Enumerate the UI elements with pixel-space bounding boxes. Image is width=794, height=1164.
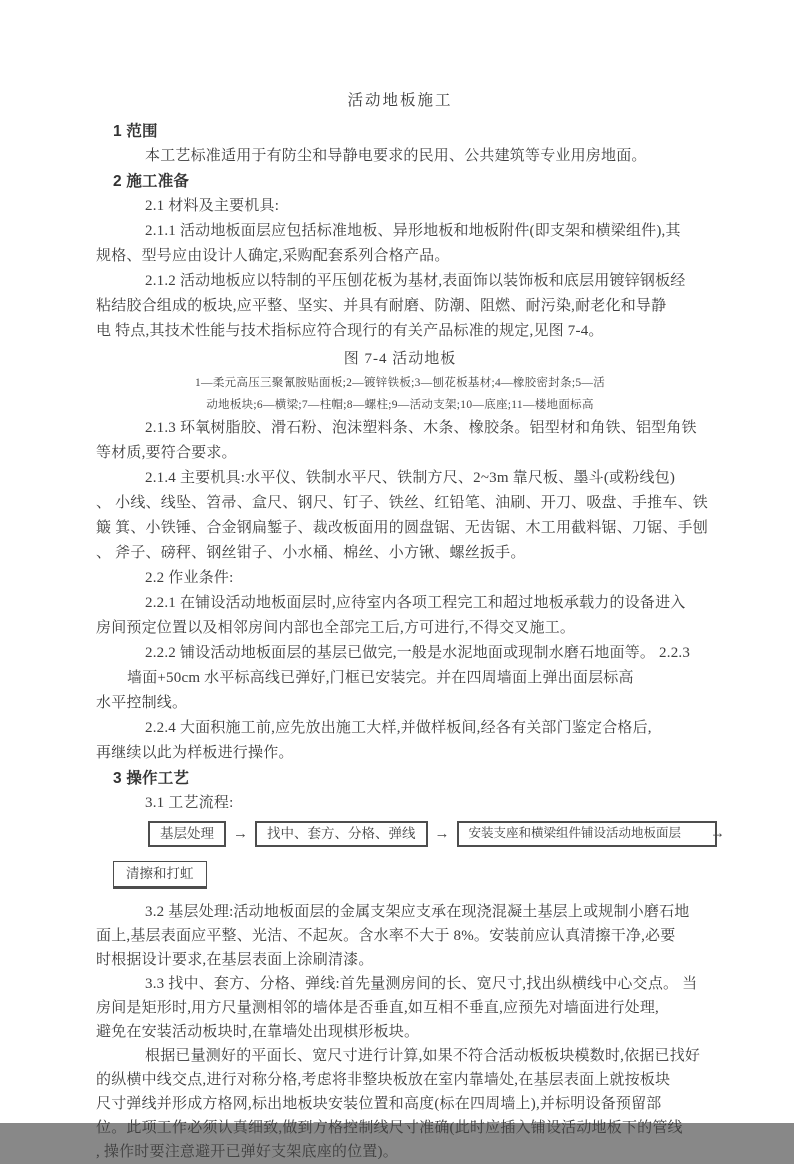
flow-step-install-supports — [457, 821, 726, 847]
doc-line: 3.1 工艺流程: — [145, 795, 234, 811]
doc-line: 再继续以此为样板进行操作。 — [96, 745, 294, 761]
doc-line: 本工艺标准适用于有防尘和导静电要求的民用、公共建筑等专业用房地面。 — [145, 148, 647, 164]
flow-arrow-icon: → — [434, 825, 450, 842]
doc-line: 2.2.4 大面积施工前,应先放出施工大样,并做样板间,经各有关部门鉴定合格后, — [145, 720, 652, 736]
flow-arrow-icon: → — [710, 825, 726, 842]
process-flowchart — [148, 820, 726, 848]
doc-line: 尺寸弹线并形成方格网,标出地板块安装位置和高度(标在四周墙上),并标明设备预留部 — [96, 1095, 662, 1112]
doc-line: 房间预定位置以及相邻房间内部也全部完工后,方可进行,不得交叉施工。 — [96, 620, 576, 636]
doc-line: 1 范围 — [113, 123, 158, 140]
doc-line: 电 特点,其技术性能与技术指标应符合现行的有关产品标准的规定,见图 7-4。 — [96, 323, 604, 339]
doc-line: 2.1.2 活动地板应以特制的平压刨花板为基材,表面饰以装饰板和底层用镀锌钢板经 — [145, 273, 686, 289]
doc-line: 水平控制线。 — [96, 695, 188, 711]
doc-line: 动地板块;6—横梁;7—柱帽;8—螺柱;9—活动支架;10—底座;11—楼地面标高 — [206, 399, 594, 411]
doc-line: 2.2.2 铺设活动地板面层的基层已做完,一般是水泥地面或现制水磨石地面等。 2.2.3 — [145, 645, 691, 661]
doc-line: 2.2.1 在铺设活动地板面层时,应待室内各项工程完工和超过地板承载力的设备进入 — [145, 595, 686, 611]
flow-arrow-icon: → — [233, 825, 248, 842]
doc-line: 、 斧子、磅秤、钢丝钳子、小水桶、棉丝、小方锹、螺丝扳手。 — [96, 545, 526, 561]
doc-line: 避免在安装活动板块时,在靠墙处出现棋形板块。 — [96, 1023, 420, 1040]
flow-step-install-supports-label: 安装支座和横梁组件铺设活动地板面层 — [468, 826, 682, 841]
doc-line: 的纵横中线交点,进行对称分格,考虑将非整块板放在室内靠墙处,在基层表面上就按板块 — [96, 1071, 671, 1088]
doc-line: 3.2 基层处理:活动地板面层的金属支架应支承在现浇混凝土基层上或规制小磨石地 — [145, 903, 690, 920]
doc-line: 等材质,要符合要求。 — [96, 445, 237, 461]
doc-line: 位。此项工作必须认真细致,做到方格控制线尺寸准确(此时应插入铺设活动地板下的管线 — [96, 1119, 683, 1136]
doc-line: 2.1 材料及主要机具: — [145, 198, 280, 214]
doc-line: 2.1.1 活动地板面层应包括标准地板、异形地板和地板附件(即支架和横梁组件),其 — [145, 223, 681, 239]
doc-line: 2 施工准备 — [113, 173, 190, 190]
doc-line: 、 小线、线坠、笤帚、盒尺、钢尺、钉子、铁丝、红铅笔、油刷、开刀、吸盘、手推车、铁 — [96, 495, 708, 511]
doc-line: , 操作时要注意避开已弹好支架底座的位置)。 — [96, 1143, 398, 1160]
flow-step-clean-wax: 清擦和打虹 — [113, 861, 207, 889]
doc-line: 时根据设计要求,在基层表面上涂刷清漆。 — [96, 951, 374, 968]
content-before-flowchart — [96, 119, 708, 816]
doc-line: 3.3 找中、套方、分格、弹线:首先量测房间的长、宽尺寸,找出纵横线中心交点。 当 — [145, 975, 698, 992]
doc-line: 规格、型号应由设计人确定,采购配套系列合格产品。 — [96, 248, 450, 264]
doc-line: 2.2 作业条件: — [145, 570, 234, 586]
flow-step-centering-layout: 找中、套方、分格、弹线 — [255, 821, 428, 848]
doc-line: 房间是矩形时,用方尺量测相邻的墙体是否垂直,如互相不垂直,应预先对墙面进行处理, — [96, 999, 660, 1016]
flow-step-base-treatment: 基层处理 — [148, 821, 226, 848]
doc-line: 墙面+50cm 水平标高线已弹好,门框已安装完。并在四周墙面上弹出面层标高 — [127, 670, 634, 686]
page-title: 活动地板施工 — [347, 92, 453, 109]
doc-line: 根据已量测好的平面长、宽尺寸进行计算,如果不符合活动板板块模数时,依据已找好 — [145, 1047, 701, 1064]
content-after-flowchart — [96, 900, 704, 1164]
doc-line: 1—柔元高压三聚氰胺贴面板;2—镀锌铁板;3—刨花板基材;4—橡胶密封条;5—活 — [194, 377, 606, 389]
doc-line: 3 操作工艺 — [113, 770, 190, 787]
doc-line: 图 7-4 活动地板 — [343, 351, 457, 367]
doc-line: 面上,基层表面应平整、光洁、不起灰。含水率不大于 8%。安装前应认真清擦干净,必要 — [96, 927, 676, 944]
doc-line: 2.1.3 环氧树脂胶、滑石粉、泡沫塑料条、木条、橡胶条。铝型材和角铁、铝型角铁 — [145, 420, 697, 436]
doc-line: 粘结胶合组成的板块,应平整、坚实、并具有耐磨、防潮、阻燃、耐污染,耐老化和导静 — [96, 298, 667, 314]
doc-line: 簸 箕、小铁锤、合金钢扁錾子、裁改板面用的圆盘锯、无齿锯、木工用截料锯、刀锯、手刨 — [96, 520, 708, 536]
doc-line: 2.1.4 主要机具:水平仪、铁制水平尺、铁制方尺、2~3m 靠尺板、墨斗(或粉线包) — [145, 470, 676, 486]
